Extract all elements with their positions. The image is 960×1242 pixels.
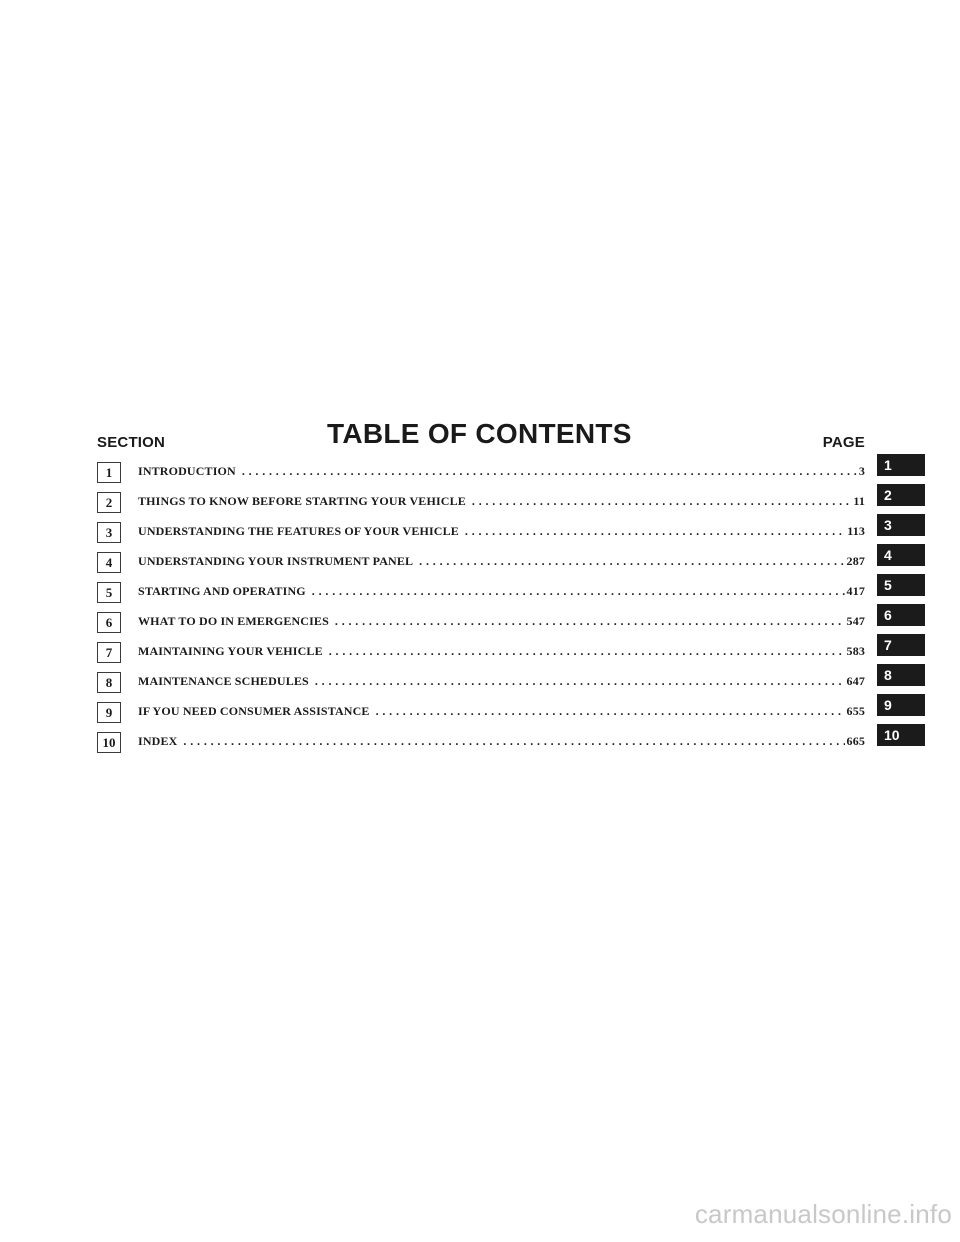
- section-number-box: 3: [97, 522, 121, 543]
- toc-entry[interactable]: [138, 704, 865, 722]
- toc-entry-page[interactable]: 113: [847, 524, 865, 538]
- toc-entry-title[interactable]: IF YOU NEED CONSUMER ASSISTANCE: [138, 704, 370, 718]
- toc-entry-page[interactable]: 655: [846, 704, 865, 718]
- toc-row-1[interactable]: [97, 457, 925, 490]
- leader-dots: [335, 614, 845, 629]
- toc-entry[interactable]: [138, 584, 865, 602]
- section-number-box: 4: [97, 552, 121, 573]
- toc-entry[interactable]: [138, 494, 865, 512]
- toc-entry-title[interactable]: WHAT TO DO IN EMERGENCIES: [138, 614, 329, 628]
- toc-entry-title[interactable]: MAINTAINING YOUR VEHICLE: [138, 644, 323, 658]
- toc-entry[interactable]: [138, 644, 865, 662]
- toc-entry-title[interactable]: UNDERSTANDING THE FEATURES OF YOUR VEHICLE: [138, 524, 459, 538]
- toc-entry-page[interactable]: 665: [846, 734, 865, 748]
- toc-row-6[interactable]: [97, 607, 925, 640]
- section-tab-7[interactable]: 7: [877, 634, 925, 656]
- toc-entry-title[interactable]: STARTING AND OPERATING: [138, 584, 306, 598]
- leader-dots: [465, 524, 845, 539]
- toc-row-7[interactable]: [97, 637, 925, 670]
- leader-dots: [315, 674, 845, 689]
- leader-dots: [312, 584, 845, 599]
- section-tab-2[interactable]: 2: [877, 484, 925, 506]
- section-tab-10[interactable]: 10: [877, 724, 925, 746]
- section-number-box: 2: [97, 492, 121, 513]
- toc-entry-title[interactable]: INTRODUCTION: [138, 464, 236, 478]
- watermark-text: carmanualsonline.info: [694, 1199, 952, 1229]
- leader-dots: [242, 464, 857, 479]
- page-column-label: PAGE: [822, 434, 865, 451]
- toc-entry[interactable]: [138, 554, 865, 572]
- toc-entry[interactable]: [138, 674, 865, 692]
- section-number-box: 5: [97, 582, 121, 603]
- section-tab-3[interactable]: 3: [877, 514, 925, 536]
- toc-header: [97, 418, 865, 454]
- toc-entry-page[interactable]: 417: [846, 584, 865, 598]
- leader-dots: [419, 554, 844, 569]
- toc-entry-title[interactable]: UNDERSTANDING YOUR INSTRUMENT PANEL: [138, 554, 414, 568]
- section-tab-9[interactable]: 9: [877, 694, 925, 716]
- toc-entry-page[interactable]: 3: [858, 464, 865, 478]
- section-tab-6[interactable]: 6: [877, 604, 925, 626]
- toc-entry-page[interactable]: 287: [846, 554, 865, 568]
- section-tab-1[interactable]: 1: [877, 454, 925, 476]
- toc-row-4[interactable]: [97, 547, 925, 580]
- section-number-box: 9: [97, 702, 121, 723]
- toc-entry-page[interactable]: 547: [846, 614, 865, 628]
- toc-row-8[interactable]: [97, 667, 925, 700]
- section-tab-5[interactable]: 5: [877, 574, 925, 596]
- toc-entry-page[interactable]: 11: [853, 494, 865, 508]
- section-tab-8[interactable]: 8: [877, 664, 925, 686]
- section-number-box: 6: [97, 612, 121, 633]
- toc-entry[interactable]: [138, 734, 865, 752]
- section-number-box: 8: [97, 672, 121, 693]
- toc-row-10[interactable]: [97, 727, 925, 760]
- leader-dots: [376, 704, 845, 719]
- leader-dots: [183, 734, 844, 749]
- section-number-box: 7: [97, 642, 121, 663]
- toc-entry[interactable]: [138, 464, 865, 482]
- toc-entry-page[interactable]: 647: [846, 674, 865, 688]
- leader-dots: [329, 644, 845, 659]
- toc-list: [97, 457, 925, 760]
- toc-row-2[interactable]: [97, 487, 925, 520]
- section-column-label: SECTION: [97, 434, 166, 451]
- toc-entry-title[interactable]: INDEX: [138, 734, 178, 748]
- leader-dots: [472, 494, 851, 509]
- toc-entry-page[interactable]: 583: [846, 644, 865, 658]
- toc-row-5[interactable]: [97, 577, 925, 610]
- toc-entry[interactable]: [138, 614, 865, 632]
- page-title: TABLE OF CONTENTS: [327, 418, 632, 449]
- section-number-box: 10: [97, 732, 121, 753]
- toc-row-9[interactable]: [97, 697, 925, 730]
- section-number-box: 1: [97, 462, 121, 483]
- section-tab-4[interactable]: 4: [877, 544, 925, 566]
- toc-row-3[interactable]: [97, 517, 925, 550]
- toc-entry[interactable]: [138, 524, 865, 542]
- toc-entry-title[interactable]: MAINTENANCE SCHEDULES: [138, 674, 309, 688]
- toc-entry-title[interactable]: THINGS TO KNOW BEFORE STARTING YOUR VEHICLE: [138, 494, 466, 508]
